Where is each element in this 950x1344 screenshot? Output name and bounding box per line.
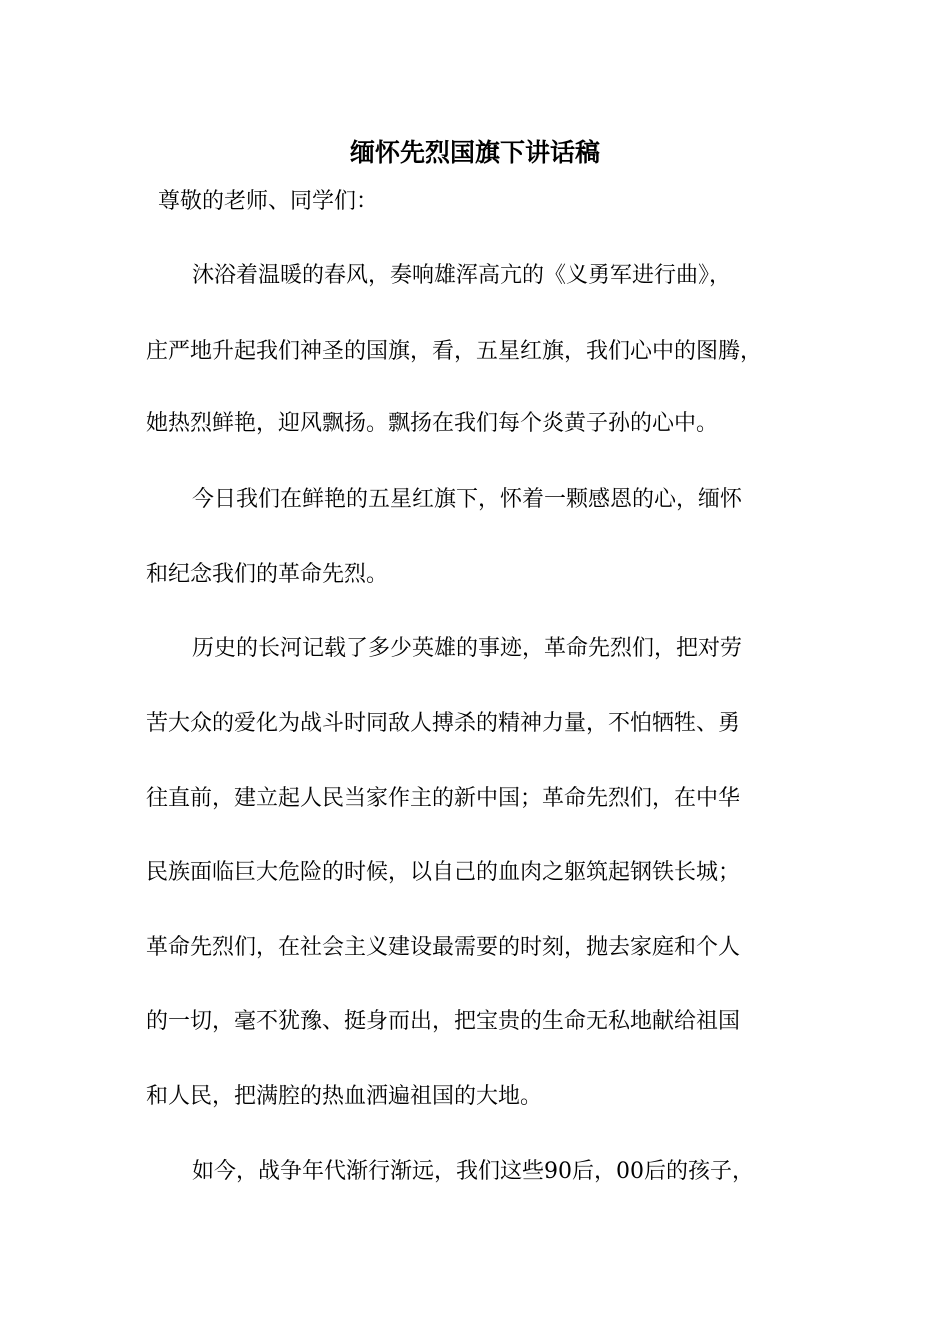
paragraph-line: 和纪念我们的革命先烈。 <box>146 562 389 587</box>
paragraph-line: 民族面临巨大危险的时候，以自己的血肉之躯筑起钢铁长城； <box>146 860 741 885</box>
greeting-line: 尊敬的老师、同学们： <box>158 189 379 214</box>
paragraph-line: 革命先烈们，在社会主义建设最需要的时刻，抛去家庭和个人 <box>146 935 741 960</box>
paragraph-line: 庄严地升起我们神圣的国旗，看，五星红旗，我们心中的图腾， <box>146 339 763 364</box>
paragraph-line: 她热烈鲜艳，迎风飘扬。飘扬在我们每个炎黄子孙的心中。 <box>146 411 719 436</box>
paragraph-line: 往直前，建立起人民当家作主的新中国；革命先烈们，在中华 <box>146 786 741 811</box>
paragraph-line: 今日我们在鲜艳的五星红旗下，怀着一颗感恩的心，缅怀 <box>192 487 743 512</box>
document-title: 缅怀先烈国旗下讲话稿 <box>349 138 600 167</box>
paragraph-line: 的一切，毫不犹豫、挺身而出，把宝贵的生命无私地献给祖国 <box>146 1009 741 1034</box>
paragraph-line: 如今，战争年代渐行渐远，我们这些90后，00后的孩子， <box>192 1159 754 1184</box>
paragraph-line: 沐浴着温暖的春风，奏响雄浑高亢的《义勇军进行曲》， <box>192 263 732 288</box>
paragraph-line: 和人民，把满腔的热血洒遍祖国的大地。 <box>146 1084 543 1109</box>
paragraph-line: 苦大众的爱化为战斗时同敌人搏杀的精神力量，不怕牺牲、勇 <box>146 711 741 736</box>
paragraph-line: 历史的长河记载了多少英雄的事迹，革命先烈们，把对劳 <box>192 636 743 661</box>
